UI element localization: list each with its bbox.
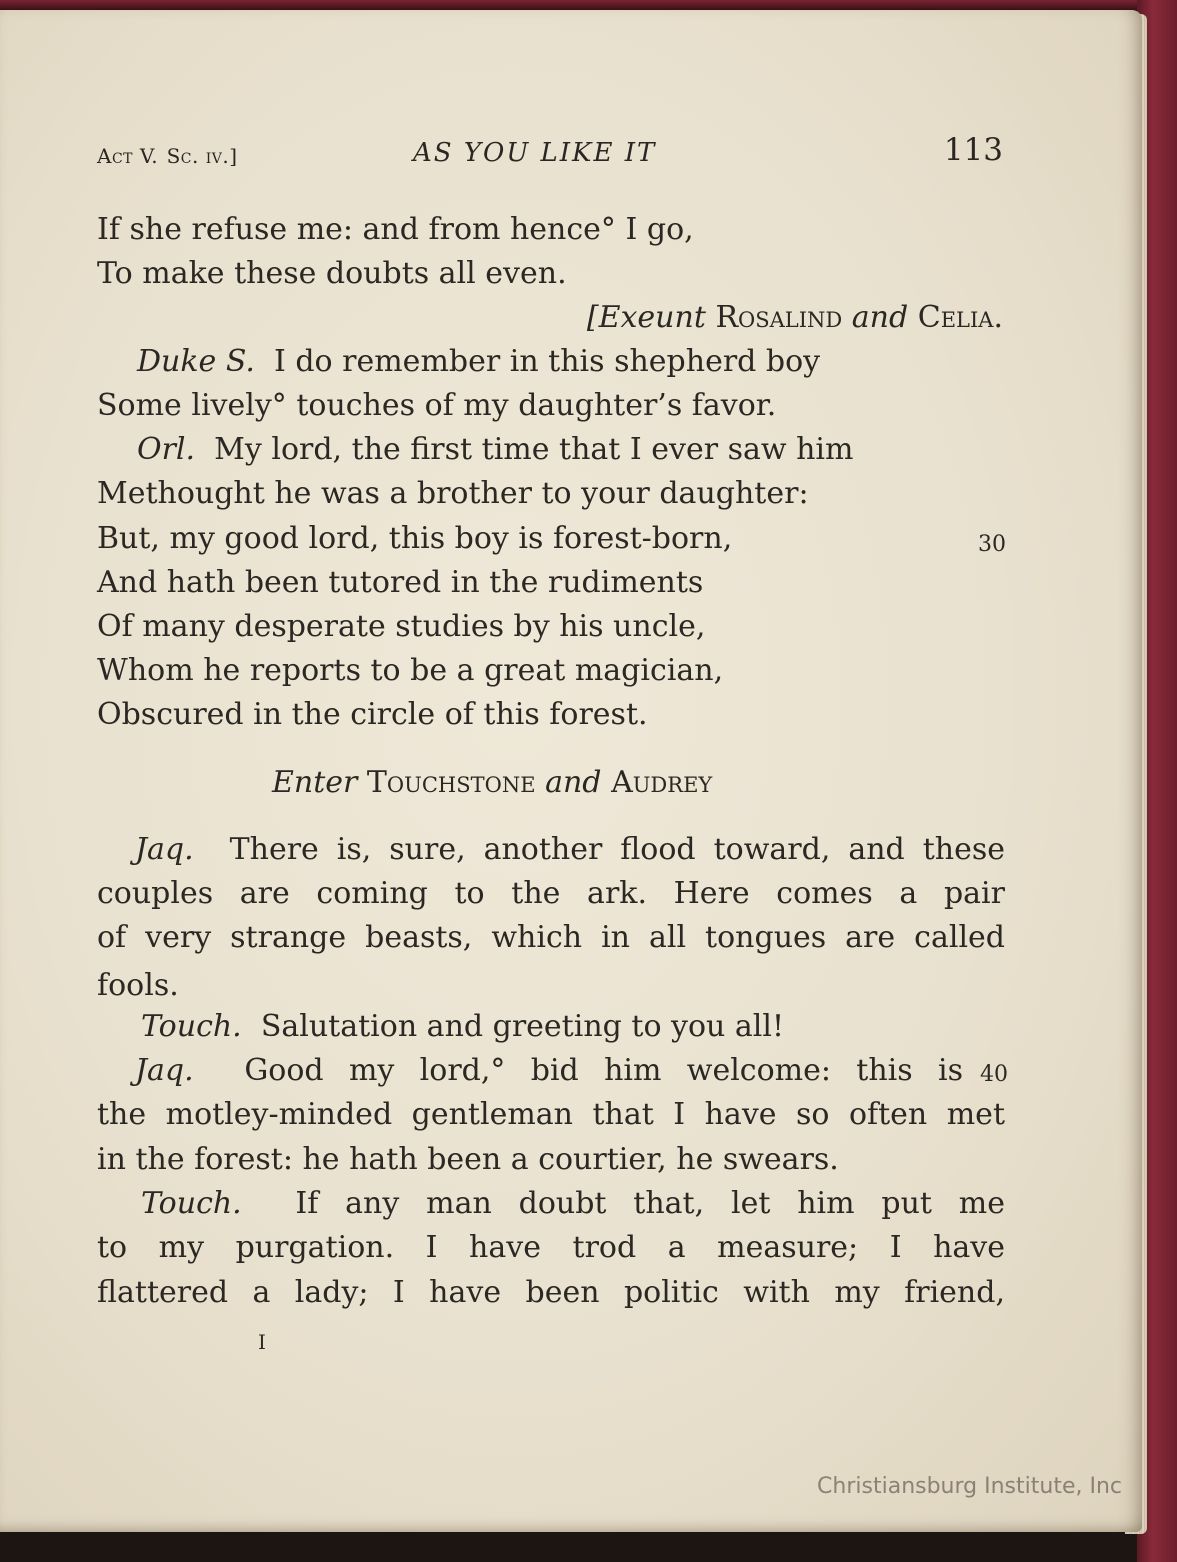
verse-line: Methought he was a brother to your daughter: — [97, 476, 809, 511]
act-scene-label: Act V. Sc. iv.] — [97, 144, 238, 168]
verse-line: Obscured in the circle of this forest. — [97, 697, 648, 732]
verse-line: Whom he reports to be a great magician, — [97, 653, 724, 688]
prose-line: Touch. If any man doubt that, let him put me — [141, 1186, 1005, 1221]
prose-line: Jaq. There is, sure, another flood toward, and these — [135, 832, 1005, 867]
line-number: 40 — [980, 1062, 1008, 1087]
verse-line: If she refuse me: and from hence° I go, — [97, 212, 694, 247]
prose-line: the motley-minded gentleman that I have so often met — [97, 1097, 1005, 1132]
speaker-name: Duke S. — [137, 344, 255, 379]
speech-orlando: Orl. My lord, the first time that I ever saw him — [137, 432, 854, 467]
exit-stage-direction: [Exeunt Rosalind and Celia. — [586, 300, 1003, 335]
prose-line: to my purgation. I have trod a measure; I have — [97, 1230, 1005, 1265]
prose-line: fools. — [97, 968, 179, 1003]
signature-mark: I — [258, 1330, 266, 1354]
verse-line: But, my good lord, this boy is forest-born, — [97, 521, 733, 556]
line-number: 30 — [978, 532, 1006, 557]
prose-line: flattered a lady; I have been politic with my friend, — [97, 1275, 1005, 1310]
speaker-name: Jaq. — [135, 1053, 194, 1088]
verse-line: Of many desperate studies by his uncle, — [97, 609, 706, 644]
speaker-name: Jaq. — [135, 832, 194, 867]
speech-duke: Duke S. I do remember in this shepherd boy — [137, 344, 821, 379]
entrance-stage-direction: Enter Touchstone and Audrey — [272, 765, 713, 800]
speech-touchstone: Touch. Salutation and greeting to you all! — [141, 1009, 785, 1044]
verse-line: Some lively° touches of my daughter’s favor. — [97, 388, 777, 423]
prose-line: couples are coming to the ark. Here comes a pair — [97, 876, 1005, 911]
running-head — [97, 134, 1003, 174]
verse-line: And hath been tutored in the rudiments — [97, 565, 704, 600]
speaker-name: Touch. — [141, 1009, 242, 1044]
prose-line: Jaq. Good my lord,° bid him welcome: this is — [135, 1053, 963, 1088]
book-cover-top-edge — [0, 0, 1177, 10]
prose-line: of very strange beasts, which in all tongues are called — [97, 920, 1005, 955]
page-number: 113 — [943, 132, 1003, 168]
speaker-name: Orl. — [137, 432, 196, 467]
verse-line: To make these doubts all even. — [97, 256, 567, 291]
prose-line: in the forest: he hath been a courtier, he swears. — [97, 1142, 839, 1177]
watermark: Christiansburg Institute, Inc — [817, 1474, 1122, 1499]
play-title: AS YOU LIKE IT — [413, 138, 657, 168]
speaker-name: Touch. — [141, 1186, 242, 1221]
